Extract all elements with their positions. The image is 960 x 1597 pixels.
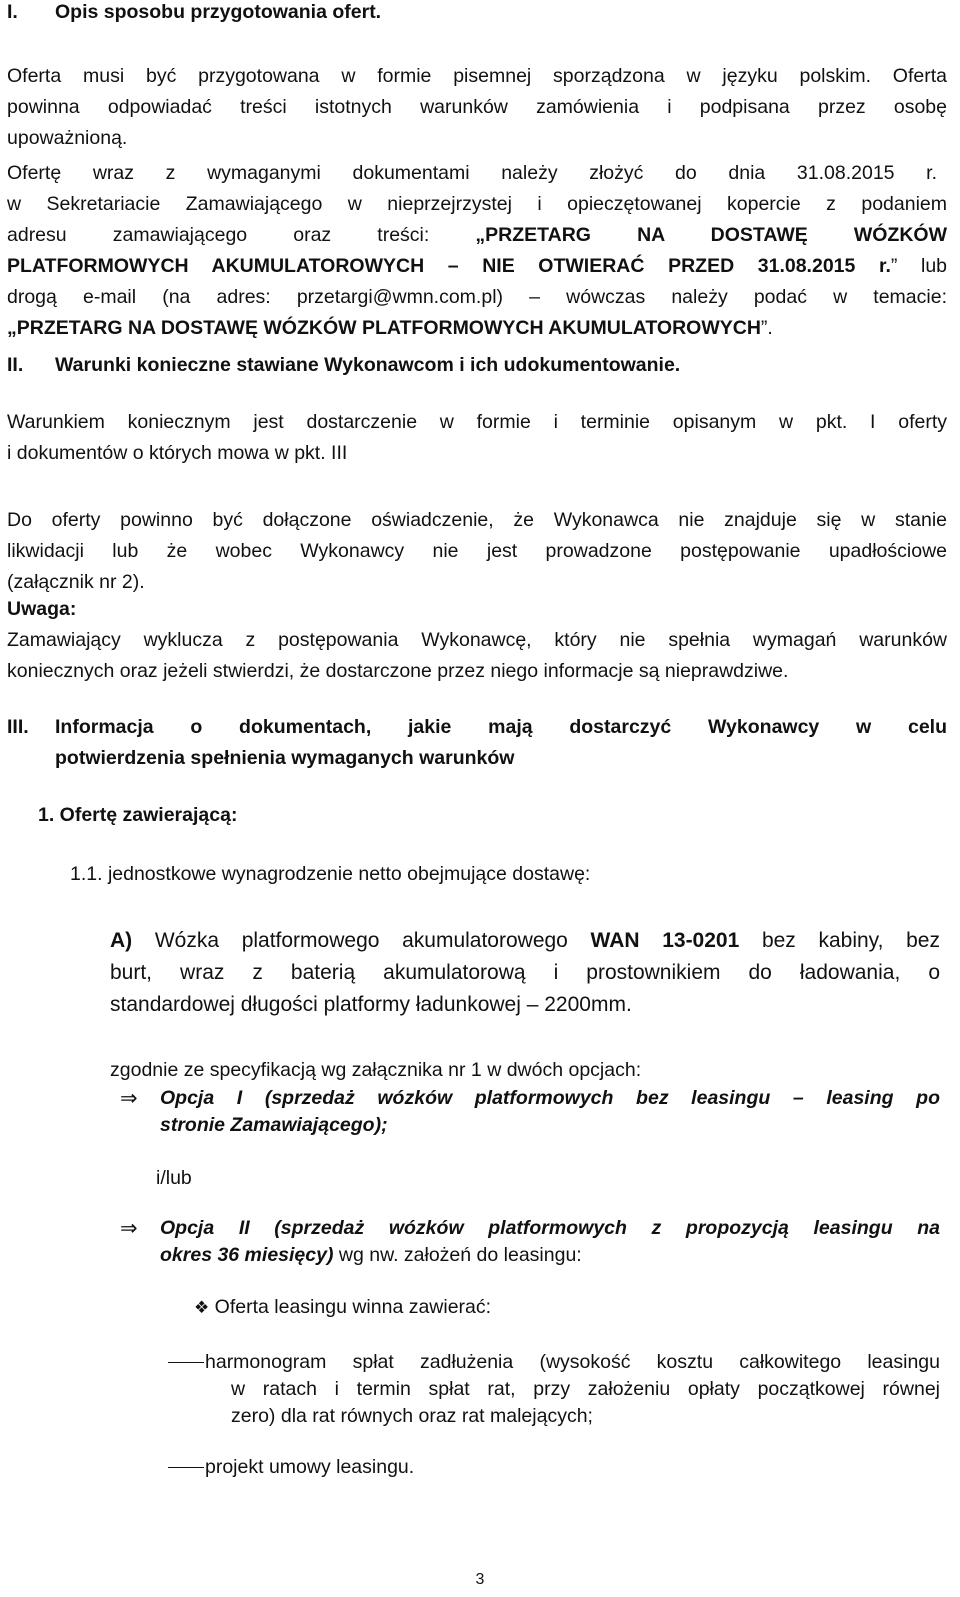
section-3-title-line2: potwierdzenia spełnienia wymaganych warunków	[55, 747, 515, 769]
option-1-line2: stronie Zamawiającego);	[160, 1114, 388, 1136]
item-1-heading: 1. Ofertę zawierającą:	[38, 804, 238, 826]
sec1-para2-line1: Ofertę wraz z wymaganymi dokumentami należy złożyć do dnia 31.08.2015 r.	[7, 162, 937, 184]
sec2-para3-line1: Zamawiający wyklucza z postępowania Wykonawcę, który nie spełnia wymagań warunków	[7, 629, 947, 651]
sec2-para3-line2: koniecznych oraz jeżeli stwierdzi, że dostarczone przez niego informacje są nieprawdziwe.	[7, 660, 789, 682]
bullet-1-line2: w ratach i termin spłat rat, przy założeniu opłaty początkowej równej	[231, 1378, 940, 1400]
item-a-model: WAN 13-0201	[590, 929, 740, 952]
diamond-bullet-icon: ❖	[194, 1298, 210, 1317]
address-text: adresu zamawiającego oraz treści:	[7, 224, 430, 246]
dash-bullet-icon	[168, 1467, 204, 1468]
item-a-label: A)	[110, 929, 133, 952]
envelope-title-part1: „PRZETARG NA DOSTAWĘ WÓZKÓW	[475, 224, 947, 246]
dash-bullet-icon	[168, 1362, 204, 1363]
sec1-para2-line4	[7, 251, 947, 282]
item-a-line1	[110, 925, 940, 956]
section-1-title: Opis sposobu przygotowania ofert.	[55, 1, 382, 23]
uwaga-label: Uwaga:	[7, 598, 77, 620]
sec2-para2-line2: likwidacji lub że wobec Wykonawcy nie jest prowadzone postępowanie upadłościowe	[7, 540, 947, 562]
sec1-para2-line2: w Sekretariacie Zamawiającego w nieprzejrzystej i opieczętowanej kopercie z podaniem	[7, 193, 947, 215]
item-a-text-end: bez kabiny, bez	[761, 929, 940, 952]
sec2-para1-line1: Warunkiem koniecznym jest dostarczenie w formie i terminie opisanym w pkt. I oferty	[7, 411, 947, 433]
item-1-1: 1.1. jednostkowe wynagrodzenie netto obejmujące dostawę:	[70, 863, 591, 885]
arrow-right-icon: ⇒	[120, 1087, 138, 1110]
sec1-para2-line6	[7, 313, 947, 344]
envelope-title-part2: PLATFORMOWYCH AKUMULATOROWYCH – NIE OTWIERAĆ PRZED 31.08.2015 r.	[7, 255, 891, 277]
section-3-number: III.	[7, 716, 29, 738]
sec1-para2-line3	[7, 220, 947, 251]
item-a-line3: standardowej długości platformy ładunkowej – 2200mm.	[110, 993, 632, 1016]
section-2-heading	[7, 350, 907, 381]
bullet-1-line3: zero) dla rat równych oraz rat malejących;	[231, 1405, 593, 1427]
or-email-text: ” lub	[890, 255, 948, 277]
and-or-text: i/lub	[156, 1167, 192, 1189]
item-a-text: Wózka platformowego akumulatorowego	[154, 929, 568, 952]
item-a-line2: burt, wraz z baterią akumulatorową i prostownikiem do ładowania, o	[110, 961, 940, 984]
arrow-right-icon: ⇒	[120, 1217, 138, 1240]
offer-requirement-text: Oferta leasingu winna zawierać:	[214, 1296, 492, 1318]
sec1-para1-line1: Oferta musi być przygotowana w formie pisemnej sporządzona w języku polskim. Oferta	[7, 65, 947, 87]
option-2-assumptions: wg nw. założeń do leasingu:	[338, 1244, 582, 1266]
offer-requirement	[194, 1292, 794, 1323]
bullet-2: projekt umowy leasingu.	[205, 1456, 415, 1478]
email-subject: „PRZETARG NA DOSTAWĘ WÓZKÓW PLATFORMOWYCH AKUMULATOROWYCH	[7, 317, 761, 339]
section-2-number: II.	[7, 354, 24, 376]
sec1-para1-line3: upoważnioną.	[7, 127, 128, 149]
sec2-para2-line3: (załącznik nr 2).	[7, 571, 145, 593]
section-2-title: Warunki konieczne stawiane Wykonawcom i ich udokumentowanie.	[55, 354, 681, 376]
sec1-para1-line2: powinna odpowiadać treści istotnych warunków zamówienia i podpisana przez osobę	[7, 96, 947, 118]
spec-text: zgodnie ze specyfikacją wg załącznika nr 1 w dwóch opcjach:	[110, 1059, 642, 1081]
option-2-line1: Opcja II (sprzedaż wózków platformowych z propozycją leasingu na	[160, 1217, 940, 1239]
page-number: 3	[475, 1571, 485, 1588]
option-2-period: okres 36 miesięcy)	[160, 1244, 334, 1266]
sec2-para2-line1: Do oferty powinno być dołączone oświadczenie, że Wykonawca nie znajduje się w stanie	[7, 509, 947, 531]
sec1-para2-line5: drogą e-mail (na adres: przetargi@wmn.com.pl) – wówczas należy podać w temacie:	[7, 286, 947, 308]
bullet-1-line1: harmonogram spłat zadłużenia (wysokość kosztu całkowitego leasingu	[205, 1351, 940, 1373]
option-2-line2	[160, 1240, 940, 1271]
section-1-heading	[7, 0, 607, 28]
option-1-line1: Opcja I (sprzedaż wózków platformowych bez leasingu – leasing po	[160, 1087, 940, 1109]
section-3-title-line1: Informacja o dokumentach, jakie mają dostarczyć Wykonawcy w celu	[55, 716, 947, 738]
email-subject-end: ”.	[760, 317, 773, 339]
section-1-number: I.	[7, 1, 18, 23]
sec2-para1-line2: i dokumentów o których mowa w pkt. III	[7, 442, 348, 464]
